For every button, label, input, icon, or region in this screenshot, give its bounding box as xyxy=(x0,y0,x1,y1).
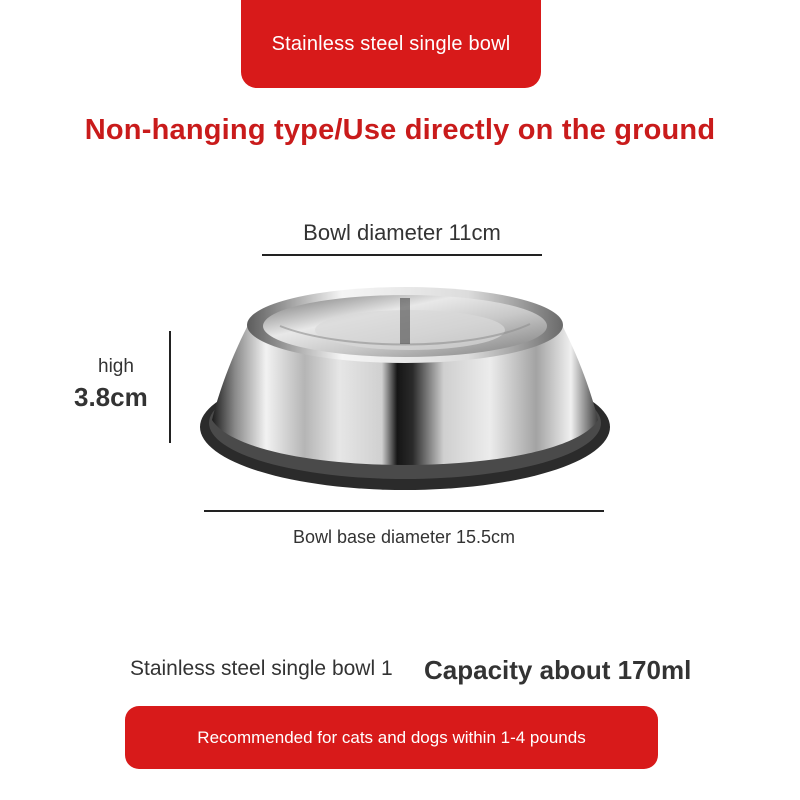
base-diameter-line xyxy=(204,510,604,512)
bowl-diameter-label: Bowl diameter 11cm xyxy=(303,220,501,245)
recommendation-text: Recommended for cats and dogs within 1-4 pounds xyxy=(197,727,586,747)
recommendation-banner xyxy=(125,706,658,769)
height-value: 3.8cm xyxy=(74,382,148,412)
base-diameter-label: Bowl base diameter 15.5cm xyxy=(292,527,516,547)
height-label: high xyxy=(98,356,134,377)
headline: Non-hanging type/Use directly on the ground xyxy=(84,114,716,146)
capacity-text: Capacity about 170ml xyxy=(424,655,692,685)
top-banner xyxy=(241,0,541,88)
bowl-diameter-line xyxy=(262,254,542,256)
bowl-image xyxy=(190,280,620,510)
product-name: Stainless steel single bowl 1 xyxy=(130,657,393,680)
height-line xyxy=(169,331,171,443)
top-banner-text: Stainless steel single bowl xyxy=(271,32,511,55)
